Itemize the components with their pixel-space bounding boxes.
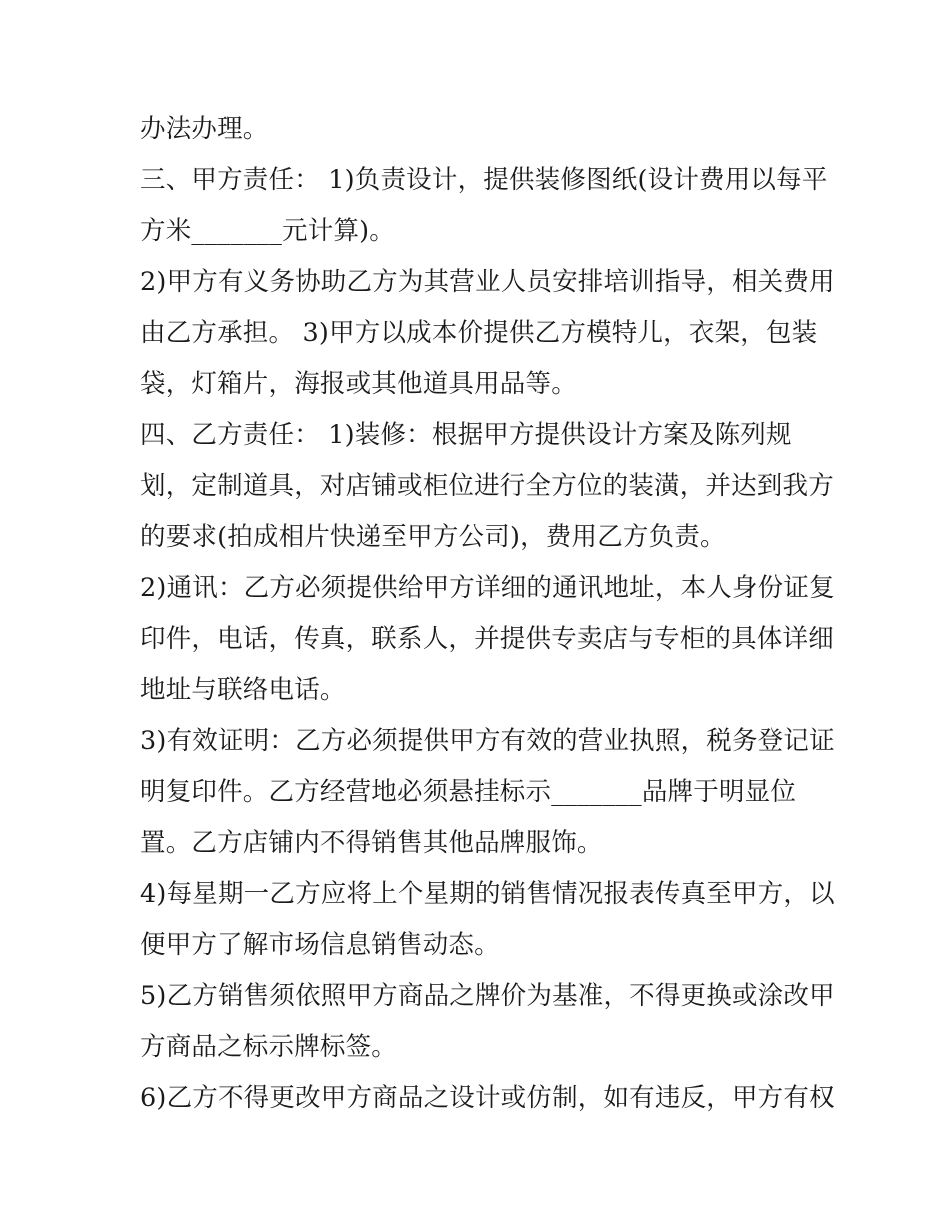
text-line: 明复印件。乙方经营地必须悬挂标示_______品牌于明显位 bbox=[140, 777, 797, 807]
text-line: 袋，灯箱片，海报或其他道具用品等。 bbox=[140, 369, 577, 399]
text-line: 划，定制道具，对店铺或柜位进行全方位的装潢，并达到我方 bbox=[140, 471, 834, 501]
text-line: 三、甲方责任： 1)负责设计，提供装修图纸(设计费用以每平 bbox=[140, 165, 828, 195]
text-line: 2)甲方有义务协助乙方为其营业人员安排培训指导，相关费用 bbox=[140, 267, 835, 297]
text-line: 便甲方了解市场信息销售动态。 bbox=[140, 930, 500, 960]
text-line: 地址与联络电话。 bbox=[140, 675, 346, 705]
text-line: 置。乙方店铺内不得销售其他品牌服饰。 bbox=[140, 828, 603, 858]
text-line: 由乙方承担。 3)甲方以成本价提供乙方模特儿，衣架，包装 bbox=[140, 318, 818, 348]
text-line: 2)通讯：乙方必须提供给甲方详细的通讯地址，本人身份证复 bbox=[140, 573, 835, 603]
document-page bbox=[140, 104, 840, 1124]
text-line: 办法办理。 bbox=[140, 114, 269, 144]
text-line: 方商品之标示牌标签。 bbox=[140, 1032, 398, 1062]
text-line: 方米_______元计算)。 bbox=[140, 216, 395, 246]
text-line: 4)每星期一乙方应将上个星期的销售情况报表传真至甲方，以 bbox=[140, 879, 835, 909]
text-line: 的要求(拍成相片快递至甲方公司)，费用乙方负责。 bbox=[140, 522, 726, 552]
text-line: 3)有效证明：乙方必须提供甲方有效的营业执照，税务登记证 bbox=[140, 726, 835, 756]
text-line: 印件，电话，传真，联系人，并提供专卖店与专柜的具体详细 bbox=[140, 624, 834, 654]
text-line: 6)乙方不得更改甲方商品之设计或仿制，如有违反，甲方有权 bbox=[140, 1083, 835, 1113]
text-line: 四、乙方责任： 1)装修：根据甲方提供设计方案及陈列规 bbox=[140, 420, 792, 450]
text-line: 5)乙方销售须依照甲方商品之牌价为基准，不得更换或涂改甲 bbox=[140, 981, 835, 1011]
